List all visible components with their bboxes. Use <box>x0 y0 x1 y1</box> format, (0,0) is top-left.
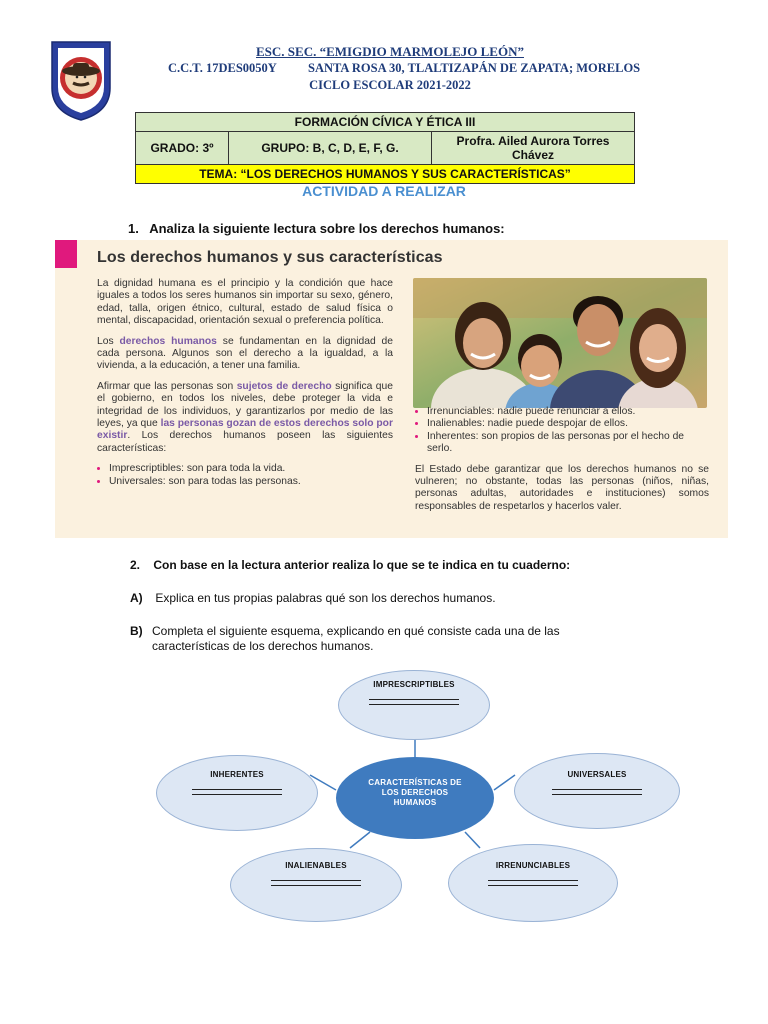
course-info-table <box>135 112 635 184</box>
node-irrenunciables <box>448 844 618 922</box>
topic-cell: TEMA: “LOS DERECHOS HUMANOS Y SUS CARACTERÍSTICAS” <box>136 165 635 184</box>
node-label: INALIENABLES <box>285 861 347 870</box>
task-a <box>130 591 496 605</box>
task-b-text: Completa el siguiente esquema, explicando en qué consiste cada una de las características de los derechos humanos. <box>152 624 560 653</box>
node-center <box>336 757 494 839</box>
reading-paragraph-1: La dignidad humana es el principio y la condición que hace iguales a todos los seres humanos sin importar su sexo, género, edad, talla, origen étnico, cultural, estado de salud física o mental, discapacidad, orientación sexual o preferencia política. <box>97 278 393 327</box>
subject-cell: FORMACIÓN CÍVICA Y ÉTICA III <box>136 113 635 132</box>
task-a-letter: A) <box>130 591 143 605</box>
reading-right-column <box>415 406 709 521</box>
teacher-cell: Profra. Ailed Aurora Torres Chávez <box>432 132 635 165</box>
question-2-text: Con base en la lectura anterior realiza lo que se te indica en tu cuaderno: <box>153 558 571 572</box>
node-label: IMPRESCRIPTIBLES <box>373 680 455 689</box>
list-item: • Imprescriptibles: son para toda la vida. <box>109 463 393 475</box>
node-label: INHERENTES <box>210 770 264 779</box>
node-label: IRRENUNCIABLES <box>495 861 571 870</box>
reading-paragraph-right: El Estado debe garantizar que los derechos humanos no se vulneren; no obstante, todas las personas (niños, niñas, personas adultas, autoridades e instituciones) somos responsables de respetarlos y hacerlos valer. <box>415 463 709 512</box>
activity-title: ACTIVIDAD A REALIZAR <box>302 183 466 199</box>
question-1-number: 1. <box>128 221 139 236</box>
question-2-number: 2. <box>130 558 141 572</box>
node-inherentes <box>156 755 318 831</box>
list-item: • Inalienables: nadie puede despojar de ellos. <box>427 418 709 430</box>
reading-title: Los derechos humanos y sus características <box>97 249 443 266</box>
center-label: CARACTERÍSTICAS DE LOS DERECHOS HUMANOS <box>368 778 462 807</box>
characteristics-list-left <box>97 463 393 488</box>
question-1 <box>128 221 505 236</box>
grade-cell: GRADO: 3º <box>136 132 229 165</box>
family-photo <box>413 278 707 408</box>
task-b <box>130 624 600 654</box>
node-universales <box>514 753 680 829</box>
cct-code: C.C.T. 17DES0050Y <box>168 61 277 75</box>
school-name: ESC. SEC. “EMIGDIO MARMOLEJO LEÓN” <box>256 44 524 59</box>
school-cycle: CICLO ESCOLAR 2021-2022 <box>309 78 471 92</box>
school-address: SANTA ROSA 30, TLALTIZAPÁN DE ZAPATA; MORELOS <box>308 61 641 75</box>
list-item: • Inherentes: son propios de las personas por el hecho de serlo. <box>427 431 709 456</box>
question-1-text: Analiza la siguiente lectura sobre los derechos humanos: <box>149 221 505 236</box>
node-label: UNIVERSALES <box>567 770 627 779</box>
accent-bar <box>55 240 77 268</box>
reading-left-column <box>97 278 393 488</box>
groups-cell: GRUPO: B, C, D, E, F, G. <box>229 132 432 165</box>
question-2 <box>130 558 570 572</box>
reading-paragraph-3: Afirmar que las personas son sujetos de derecho significa que el gobierno, en todos los niveles, debe proteger la vida e integridad de los individuos, y garantizarlos por medio de las leyes, ya que las personas gozan de estos derechos solo por existir. Los derechos humanos poseen las siguientes características: <box>97 380 393 454</box>
node-imprescriptibles <box>338 670 490 740</box>
reading-paragraph-2: Los derechos humanos se fundamentan en la dignidad de cada persona. Algunos son el derecho a la igualdad, a la vivienda, a la educación, a tener una familia. <box>97 335 394 372</box>
list-item: • Universales: son para todas las personas. <box>109 476 393 488</box>
task-b-letter: B) <box>130 624 143 638</box>
list-item: • Irrenunciables: nadie puede renunciar a ellos. <box>427 406 709 418</box>
characteristics-list-right <box>415 406 709 456</box>
task-a-text: Explica en tus propias palabras qué son los derechos humanos. <box>155 591 496 605</box>
school-logo <box>48 38 114 122</box>
reading-box <box>55 240 728 538</box>
node-inalienables <box>230 848 402 922</box>
